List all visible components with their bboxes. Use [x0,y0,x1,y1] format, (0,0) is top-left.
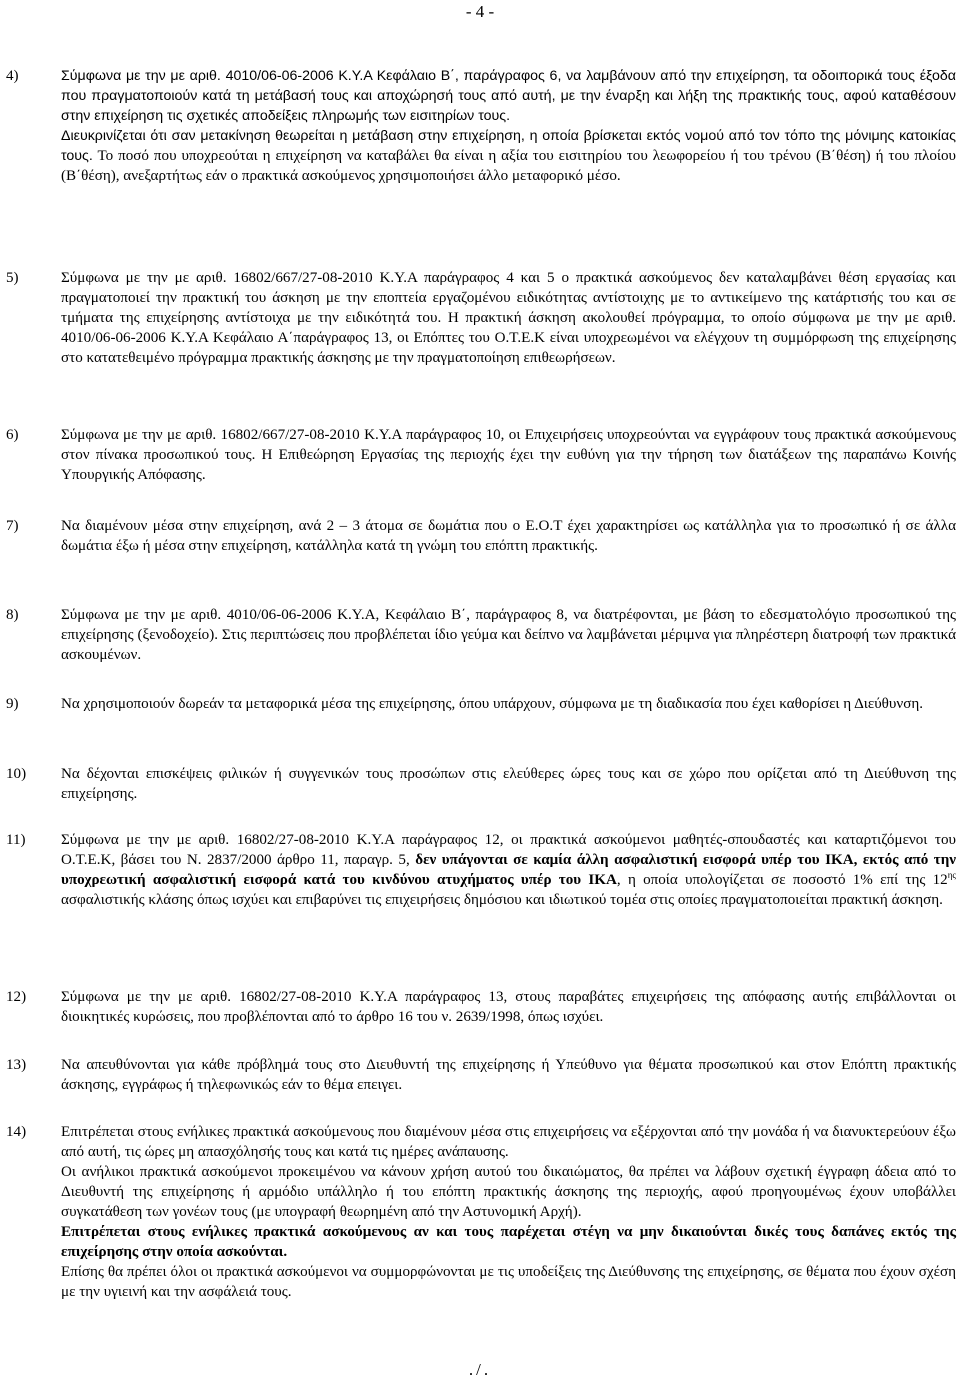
item-paragraph: Να απευθύνονται για κάθε πρόβλημά τους στο Διευθυντή της επιχείρησης ή Υπεύθυνο για θέματα προσωπικού και στον Επόπτη πρακτικής άσκησης, εγγράφως ή τηλεφωνικώς εάν το θέμα επειγει. [61,1057,956,1093]
list-item-6 [6,425,956,485]
item-number: 6) [6,427,19,443]
list-item-13 [6,1055,956,1095]
list-item-7 [6,516,956,556]
item-number: 10) [6,766,27,782]
list-item-10 [6,764,956,804]
item-paragraph: Επιτρέπεται στους ενήλικες πρακτικά ασκούμενους που διαμένουν μέσα στις επιχειρήσεις να εξέρχονται από την μονάδα ή να διανυκτερεύουν έξω από αυτή, τις ώρες μη απασχόλησής τους και κατά τις ημέρες ανάπαυσης. [61,1124,956,1160]
item-number: 12) [6,989,27,1005]
item-number: 7) [6,518,19,534]
bold-statement: Επιτρέπεται στους ενήλικες πρακτικά ασκούμενους αν και τους παρέχεται στέγη να μην δικαιούνται δικές τους δαπάνες εκτός της επιχείρησης στην οποία ασκούνται. [61,1224,956,1260]
list-item-12 [6,987,956,1027]
item-paragraph-bold [61,1222,956,1262]
list-item-8 [6,605,956,665]
item-paragraph: Να χρησιμοποιούν δωρεάν τα μεταφορικά μέσα της επιχείρησης, όπου υπάρχουν, σύμφωνα με τη διαδικασία που έχει καθορίσει η Διεύθυνση. [61,696,924,712]
list-item-11 [6,830,956,910]
fare-text: Το ποσό που υποχρεούται η επιχείρηση να καταβάλει θα είναι η αξία του εισιτηρίου του λεωφορείου ή του τρένου (Β΄θέση) ή του πλοίου (Β΄θέση), ανεξαρτήτως εάν ο πρακτικά ασκούμενος χρησιμοποιήσει άλλο μεταφορικό μέσο. [61,148,956,184]
list-item-5 [6,268,956,368]
page-number: - 4 - [465,2,495,21]
item-paragraph: Σύμφωνα με την με αριθ. 4010/06-06-2006 Κ.Υ.Α Κεφάλαιο Β΄, παράγραφος 6, να λαμβάνουν από την επιχείρηση, τα οδοιπορικά τους έξοδα που πραγματοποιούν κατά τη μετάβασή τους και αποχώρησή τους από αυτή, με την έναρξη και λήξη της πρακτικής τους, αφού καταθέσουν στην επιχείρηση τις σχετικές αποδείξεις πληρωμής των εισιτηρίων τους. [61,68,956,124]
item-paragraph: Σύμφωνα με την με αριθ. 16802/667/27-08-2010 Κ.Υ.Α παράγραφος 10, οι Επιχειρήσεις υποχρεούνται να εγγράφουν τους πρακτικά ασκούμενους στον πίνακα προσωπικού τους. Η Επιθεώρηση Εργασίας της περιοχής έχει την ευθύνη για την τήρηση των διατάξεων της παραπάνω Κοινής Υπουργικής Απόφασης. [61,427,956,483]
item-number: 14) [6,1124,27,1140]
item-paragraph: Να δέχονται επισκέψεις φιλικών ή συγγενικών τους προσώπων στις ελεύθερες ώρες τους και σε χώρο που ορίζεται από τη Διεύθυνση της επιχείρησης. [61,766,956,802]
item-paragraph [61,830,956,910]
item-paragraph: Οι ανήλικοι πρακτικά ασκούμενοι προκειμένου να κάνουν χρήση αυτού του δικαιώματος, θα πρέπει να λάβουν σχετική έγγραφη άδεια από το Διευθυντή της επιχείρησης ή αρμόδιο υπάλληλο ή του επόπτη πρακτικής άσκησης της περιοχής, αφού προηγουμένως έχουν υποβάλλει συγκατάθεση των γονέων τους (με υπογραφή θεωρημένη από την Αστυνομική Αρχή). [61,1164,956,1220]
item-number: 8) [6,607,19,623]
item-number: 5) [6,270,19,286]
insurance-text-c: , η οποία υπολογίζεται σε ποσοστό 1% επί της 12 [616,872,948,888]
item-number: 13) [6,1057,27,1073]
ordinal-superscript: ης [947,869,956,880]
list-item-4 [6,66,956,186]
item-paragraph: Να διαμένουν μέσα στην επιχείρηση, ανά 2 – 3 άτομα σε δωμάτια που ο Ε.Ο.Τ έχει χαρακτηρίσει ως κατάλληλα για το προσωπικό ή σε άλλα δωμάτια έξω ή μέσα στην επιχείρηση, κατάλληλα κατά τη γνώμη του επόπτη πρακτικής. [61,518,956,554]
insurance-text-a: Σύμφωνα με την με αριθ. 16802/27-08-2010 Κ.Υ.Α παράγραφος 12, οι πρακτικά ασκούμενοι μαθητές-σπουδαστές και καταρτιζόμενοι του Ο.Τ.Ε.Κ, βάσει του Ν. 2837/2000 άρθρο 11, παραγρ. 5, [61,832,956,868]
item-number: 4) [6,68,19,84]
clarification-text: Διευκρινίζεται ότι σαν μετακίνηση θεωρείται η μετάβαση στην επιχείρηση, η οποία βρίσκεται εκτός νομού από τον τόπο της μόνιμης κατοικίας τους. [61,128,956,164]
item-paragraph [61,126,956,186]
item-paragraph: Σύμφωνα με την με αριθ. 4010/06-06-2006 Κ.Υ.Α, Κεφάλαιο Β΄, παράγραφος 8, να διατρέφονται, με βάση το εδεσματολόγιο προσωπικού της επιχείρησης (ξενοδοχείο). Στις περιπτώσεις που προβλέπεται ίδιο γεύμα και δείπνο να λαμβάνεται μέριμνα για πληρέστερη διατροφή των πρακτικά ασκουμένων. [61,607,956,663]
item-paragraph: Σύμφωνα με την με αριθ. 16802/667/27-08-2010 Κ.Υ.Α παράγραφος 4 και 5 ο πρακτικά ασκούμενος δεν καταλαμβάνει θέση εργασίας και πραγματοποιεί την πρακτική του άσκηση με την εποπτεία εργαζομένου ειδικότητας αντίστοιχης με το αντικείμενο της κατάρτισής του και σε τμήματα της επιχείρησης αντίστοιχα με την ειδικότητά του. Η πρακτική άσκηση ακολουθεί πρόγραμμα, το οποίο σύμφωνα με την με αριθ. 4010/06-06-2006 Κ.Υ.Α Κεφάλαιο Α΄παράγραφος 13, οι Επόπτες του Ο.Τ.Ε.Κ είναι υποχρεωμένοι να ελέγχουν τη συμμόρφωση της επιχείρησης στο κατατεθειμένο πρόγραμμα πρακτικής άσκησης με την πραγματοποίηση επιθεωρήσεων. [61,270,956,366]
item-number: 9) [6,696,19,712]
continuation-mark: ./. [468,1360,492,1379]
insurance-bold-text: δεν υπάγονται σε καμία άλλη ασφαλιστική εισφορά υπέρ του ΙΚΑ, εκτός από την υποχρεωτική ασφαλιστική εισφορά κατά του κινδύνου ατυχήματος υπέρ του ΙΚΑ [61,852,957,888]
list-item-9 [6,694,956,714]
item-paragraph: Σύμφωνα με την με αριθ. 16802/27-08-2010 Κ.Υ.Α παράγραφος 13, στους παραβάτες επιχειρήσεις της απόφασης αυτής επιβάλλονται οι διοικητικές κυρώσεις, που προβλέπονται από το άρθρο 16 του ν. 2639/1998, όπως ισχύει. [61,989,956,1025]
item-number: 11) [6,832,26,848]
insurance-text-d: ασφαλιστικής κλάσης όπως ισχύει και επιβαρύνει τις επιχειρήσεις δημόσιου και ιδιωτικού τομέα στις οποίες πραγματοποιείται πρακτική άσκηση. [61,892,943,908]
item-paragraph: Επίσης θα πρέπει όλοι οι πρακτικά ασκούμενοι να συμμορφώνονται με τις υποδείξεις της Διεύθυνσης της επιχείρησης, σε θέματα που έχουν σχέση με την υγιεινή και την ασφάλειά τους. [61,1264,956,1300]
list-item-14 [6,1122,956,1302]
